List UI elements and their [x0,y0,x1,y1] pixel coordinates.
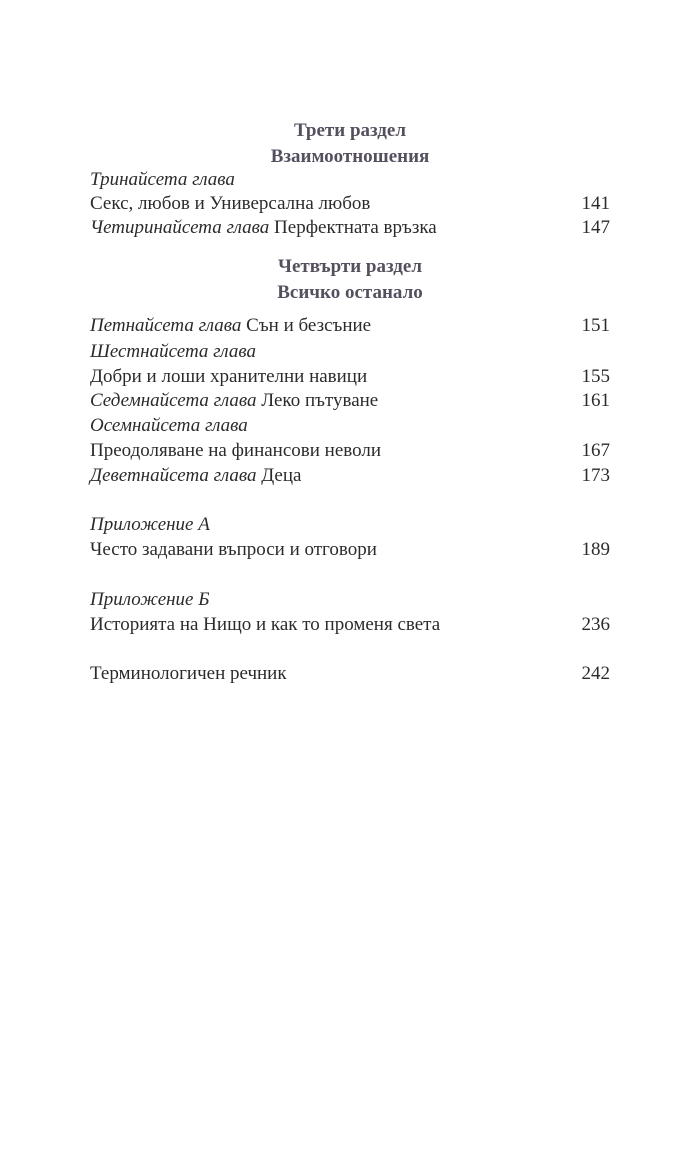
entry-title: Перфектната връзка [274,217,437,238]
section-title: Всичко останало [277,282,423,303]
toc-entry [90,389,610,413]
page-number: 147 [581,217,610,238]
toc-entry [90,613,610,637]
chapter-label-text: Тринайсета глава [90,169,235,190]
entry-title: Сън и безсъние [246,315,372,336]
page-number: 167 [581,440,610,461]
entry-title: Често задавани въпроси и отговори [90,539,377,560]
toc-entry [90,439,610,463]
section-label: Четвърти раздел [278,256,422,277]
appendix-label-text: Приложение А [90,514,210,535]
chapter-label-text: Петнайсета глава [90,315,242,336]
section-title: Взаимоотношения [270,146,430,167]
toc-entry [90,662,610,686]
toc-entry [90,192,610,216]
page-number: 155 [581,366,610,387]
entry-title: Секс, любов и Универсална любов [90,193,371,214]
entry-title: Преодоляване на финансови неволи [90,440,382,461]
entry-title: Леко пътуване [261,390,379,411]
page-number: 161 [581,390,610,411]
chapter-label [90,513,610,537]
page-number: 141 [581,193,610,214]
entry-title: Историята на Нищо и как то променя света [90,614,441,635]
chapter-label-text: Четиринайсета глава [90,217,270,238]
page-number: 151 [581,315,610,336]
chapter-label-text: Деветнайсета глава [90,465,257,486]
page-number: 189 [581,539,610,560]
entry-title: Деца [261,465,302,486]
entry-title: Терминологичен речник [90,663,287,684]
page-number: 242 [581,663,610,684]
entry-title: Добри и лоши хранителни навици [90,366,368,387]
toc-entry [90,464,610,488]
chapter-label-text: Седемнайсета глава [90,390,257,411]
chapter-label-text: Осемнайсета глава [90,415,248,436]
toc-entry [90,538,610,562]
page-number: 173 [581,465,610,486]
page-number: 236 [581,614,610,635]
chapter-label-text: Шестнайсета глава [90,341,256,362]
toc-entry [90,314,610,338]
chapter-label [90,168,610,192]
chapter-label [90,588,610,612]
appendix-label-text: Приложение Б [90,589,210,610]
section-label: Трети раздел [293,120,407,141]
chapter-label [90,340,610,364]
chapter-label [90,414,610,438]
toc-entry [90,365,610,389]
toc-entry [90,216,610,240]
